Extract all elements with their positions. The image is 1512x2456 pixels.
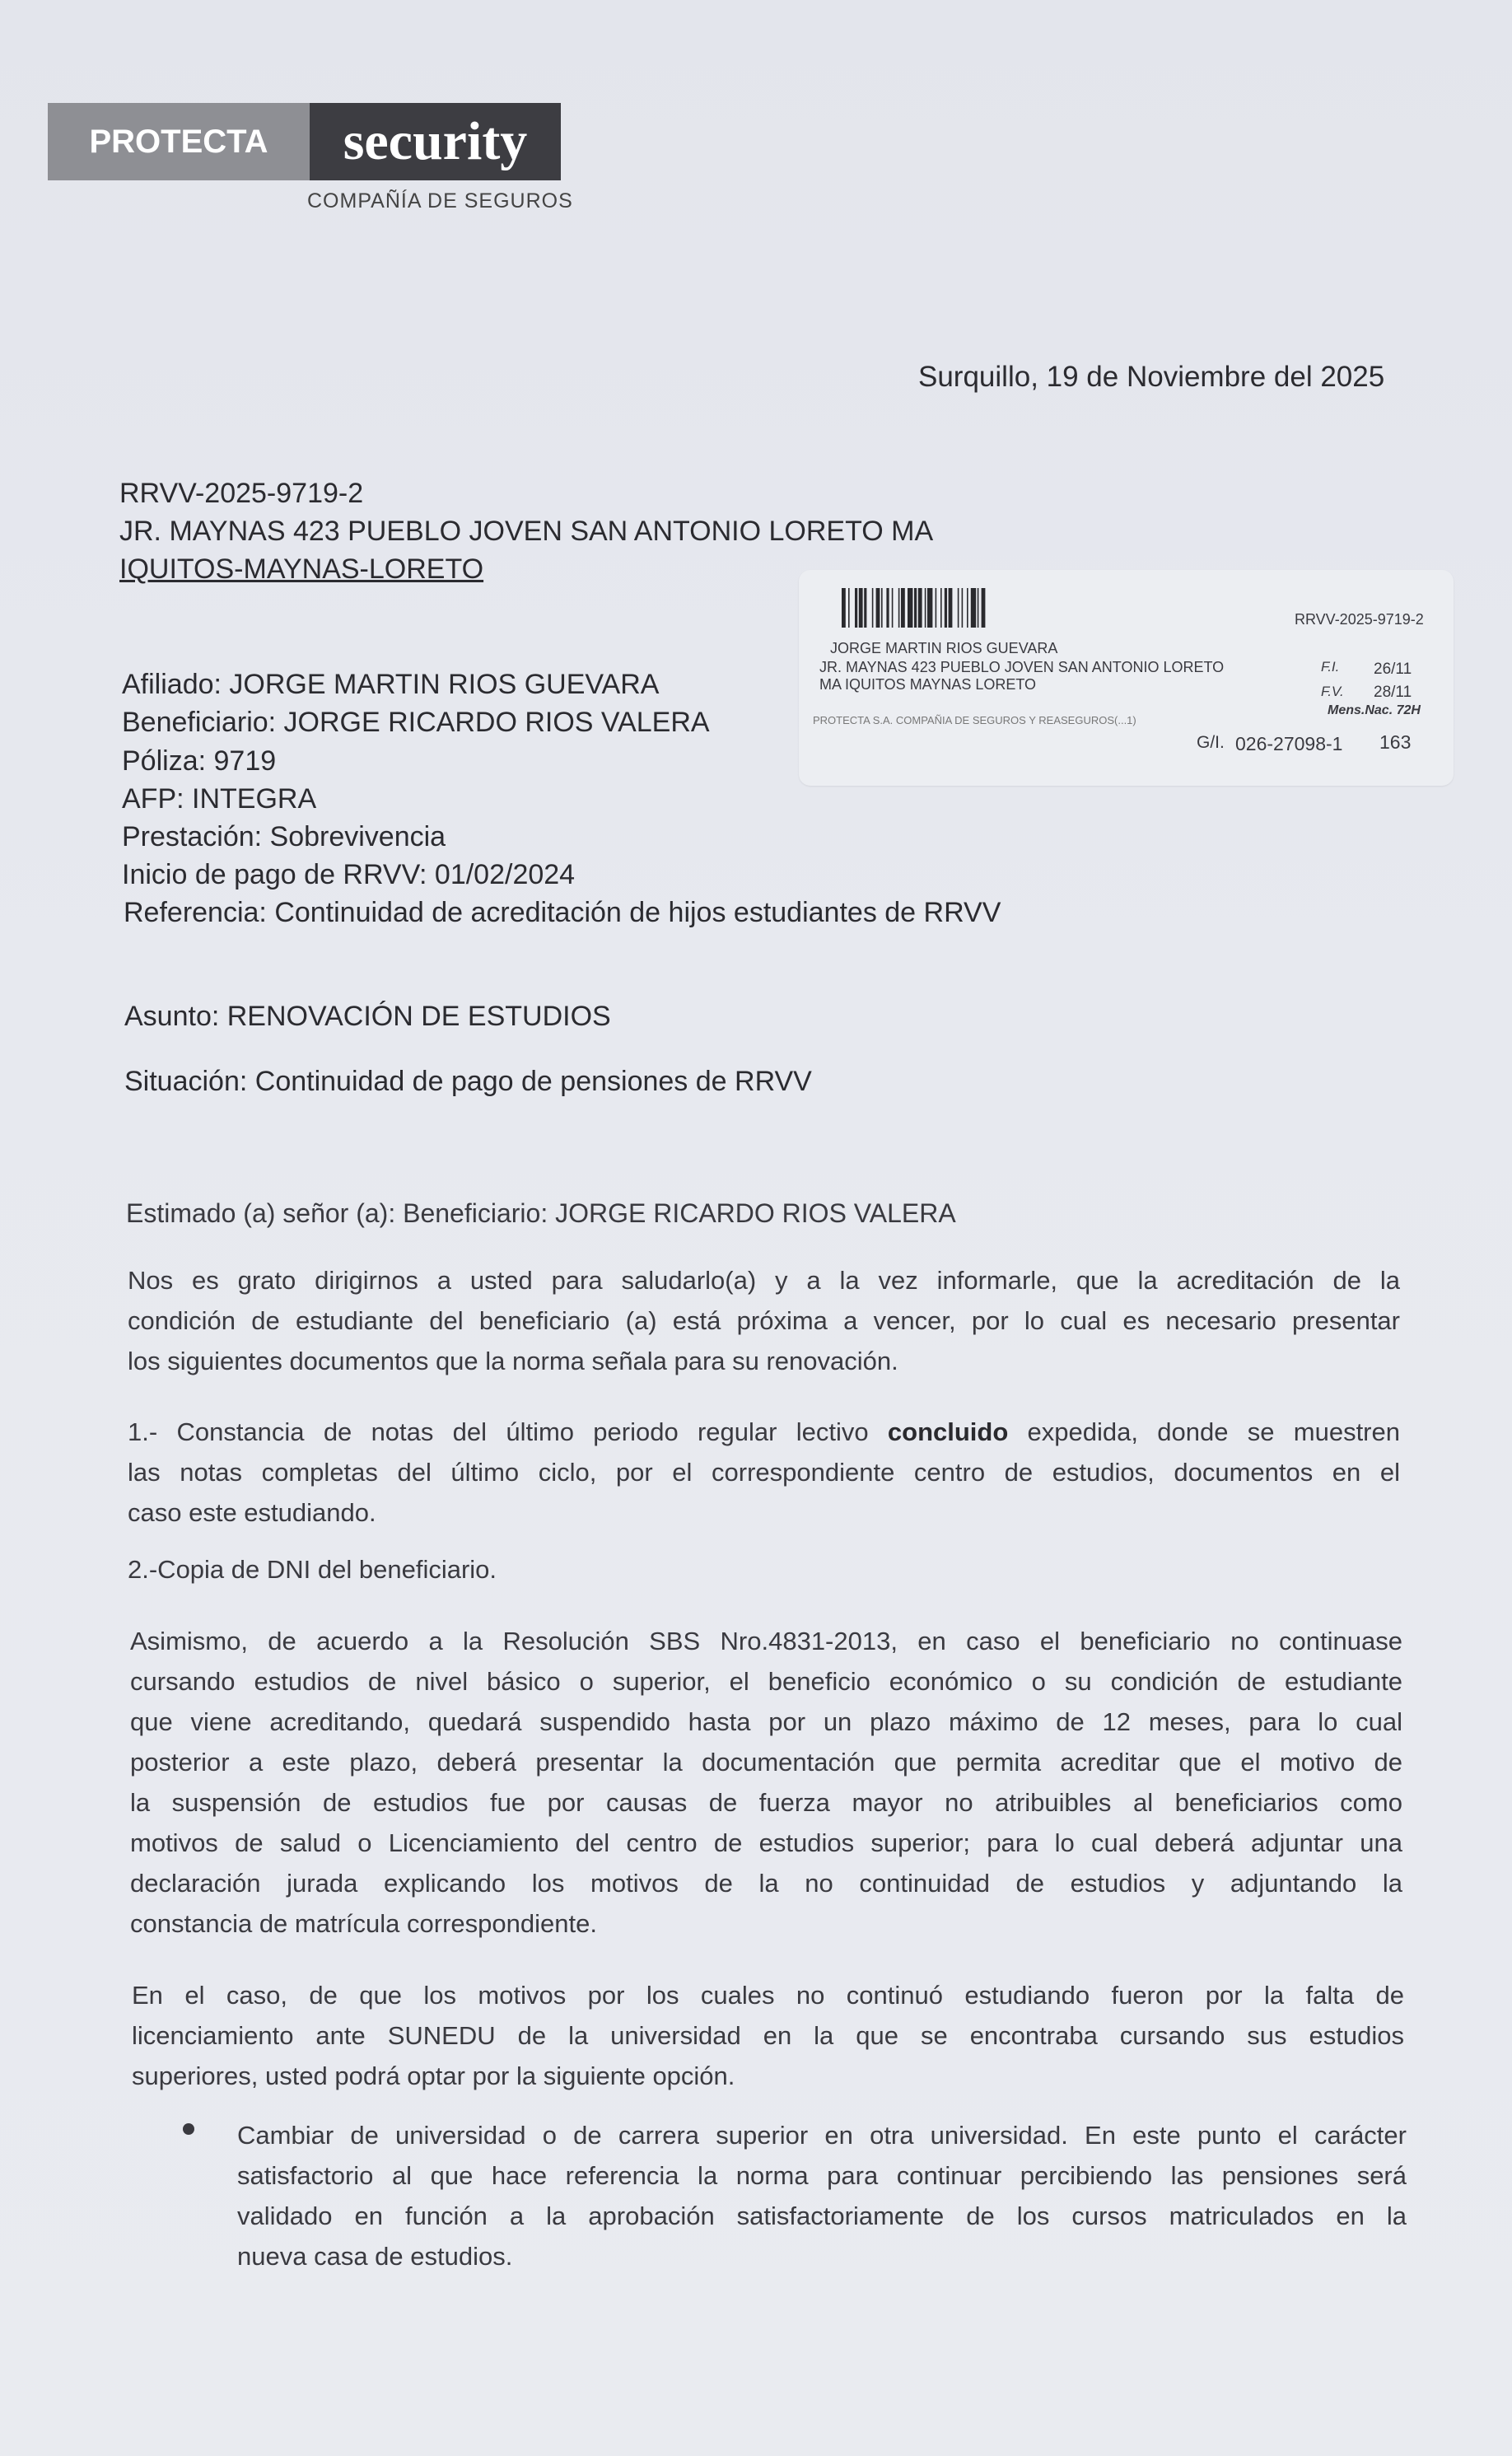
label-code: RRVV-2025-9719-2 [1295, 611, 1424, 628]
paragraph-intro-line: condición de estudiante del beneficiario (a) está próxima a vencer, por lo cual es necesario presentar [128, 1306, 1400, 1335]
info-poliza: Póliza: 9719 [122, 745, 277, 777]
logo-security: security [310, 103, 561, 180]
paragraph-intro-line: Nos es grato dirigirnos a usted para saludarlo(a) y a la vez informarle, que la acreditación de la [128, 1266, 1400, 1295]
paragraph-sunedu-line: En el caso, de que los motivos por los cuales no continuó estudiando fueron por la falta de [132, 1981, 1404, 2010]
requirement-1-line: las notas completas del último ciclo, por el correspondiente centro de estudios, documentos en el [128, 1458, 1400, 1487]
address-line-2: IQUITOS-MAYNAS-LORETO [119, 553, 484, 585]
bullet-option-line: satisfactorio al que hace referencia la norma para continuar percibiendo las pensiones será [237, 2161, 1407, 2190]
paragraph-resolucion-line: que viene acreditando, quedará suspendido hasta por un plazo máximo de 12 meses, para lo cual [130, 1707, 1402, 1736]
paragraph-sunedu-line: licenciamiento ante SUNEDU de la universidad en la que se encontraba cursando sus estudios [132, 2021, 1404, 2050]
paragraph-sunedu-line: superiores, usted podrá optar por la siguiente opción. [132, 2061, 735, 2090]
logo-protecta: PROTECTA [48, 103, 310, 180]
greeting: Estimado (a) señor (a): Beneficiario: JORGE RICARDO RIOS VALERA [126, 1198, 956, 1228]
company-logo [48, 103, 573, 212]
bullet-dot [183, 2123, 194, 2135]
situacion-line: Situación: Continuidad de pago de pensiones de RRVV [124, 1066, 812, 1097]
paragraph-resolucion-line: Asimismo, de acuerdo a la Resolución SBS Nro.4831-2013, en caso el beneficiario no continuase [130, 1627, 1402, 1655]
label-gi-number: 163 [1379, 731, 1412, 753]
label-company: PROTECTA S.A. COMPAÑIA DE SEGUROS Y REASEGUROS(...1) [813, 714, 1136, 726]
address-line-1: JR. MAYNAS 423 PUEBLO JOVEN SAN ANTONIO LORETO MA [119, 516, 934, 547]
label-fv-label: F.V. [1321, 684, 1344, 699]
paragraph-resolucion-line: declaración jurada explicando los motivos de la no continuidad de estudios y adjuntando la [130, 1869, 1402, 1898]
paragraph-resolucion-line: cursando estudios de nivel básico o superior, el beneficio económico o su condición de estudiante [130, 1667, 1402, 1696]
requirement-1-post: expedida, donde se muestren [1008, 1417, 1400, 1446]
label-address-1: JR. MAYNAS 423 PUEBLO JOVEN SAN ANTONIO LORETO [819, 659, 1225, 675]
paragraph-resolucion-line: motivos de salud o Licenciamiento del centro de estudios superior; para lo cual deberá adjuntar una [130, 1828, 1402, 1857]
date-line: Surquillo, 19 de Noviembre del 2025 [918, 361, 1385, 393]
requirement-1-line [128, 1412, 1400, 1452]
bullet-option [237, 2115, 1407, 2276]
paragraph-resolucion [130, 1621, 1402, 1944]
paragraph-intro [128, 1260, 1400, 1381]
label-address-2: MA IQUITOS MAYNAS LORETO [819, 676, 1037, 693]
label-gi-value: 026-27098-1 [1235, 733, 1343, 754]
info-referencia: Referencia: Continuidad de acreditación de hijos estudiantes de RRVV [124, 897, 1001, 928]
label-fi-value: 26/11 [1374, 661, 1412, 678]
paragraph-resolucion-line: constancia de matrícula correspondiente. [130, 1909, 597, 1938]
bullet-option-line: nueva casa de estudios. [237, 2242, 513, 2271]
info-beneficiario: Beneficiario: JORGE RICARDO RIOS VALERA [122, 707, 710, 738]
asunto-line: Asunto: RENOVACIÓN DE ESTUDIOS [124, 1001, 611, 1032]
paragraph-intro-line: los siguientes documentos que la norma señala para su renovación. [128, 1347, 898, 1375]
info-afiliado: Afiliado: JORGE MARTIN RIOS GUEVARA [122, 669, 660, 700]
address-code: RRVV-2025-9719-2 [119, 478, 364, 509]
label-mens: Mens.Nac. 72H [1328, 703, 1421, 717]
info-afp: AFP: INTEGRA [122, 783, 317, 815]
label-fi-label: F.I. [1321, 659, 1340, 675]
info-prestacion: Prestación: Sobrevivencia [122, 821, 446, 852]
paragraph-sunedu [132, 1975, 1404, 2096]
bullet-option-line: Cambiar de universidad o de carrera superior en otra universidad. En este punto el carácter [237, 2121, 1407, 2150]
label-gi-label: G/I. [1197, 733, 1225, 752]
bullet-option-line: validado en función a la aprobación satisfactoriamente de los cursos matriculados en la [237, 2202, 1407, 2230]
paragraph-resolucion-line: la suspensión de estudios fue por causas de fuerza mayor no atribuibles al beneficiarios como [130, 1788, 1402, 1817]
requirement-2: 2.-Copia de DNI del beneficiario. [128, 1555, 497, 1584]
paragraph-resolucion-line: posterior a este plazo, deberá presentar la documentación que permita acreditar que el motivo de [130, 1748, 1402, 1777]
requirement-1 [128, 1412, 1400, 1533]
label-name: JORGE MARTIN RIOS GUEVARA [830, 640, 1058, 656]
requirement-1-pre: 1.- Constancia de notas del último periodo regular lectivo [128, 1417, 888, 1446]
barcode [842, 588, 1175, 628]
info-inicio-pago: Inicio de pago de RRVV: 01/02/2024 [122, 859, 576, 890]
requirement-1-bold: concluido [887, 1417, 1009, 1446]
mailing-label [799, 570, 1454, 786]
logo-subtitle: COMPAÑÍA DE SEGUROS [307, 189, 573, 212]
requirement-1-line: caso este estudiando. [128, 1498, 376, 1527]
label-fv-value: 28/11 [1374, 684, 1412, 701]
